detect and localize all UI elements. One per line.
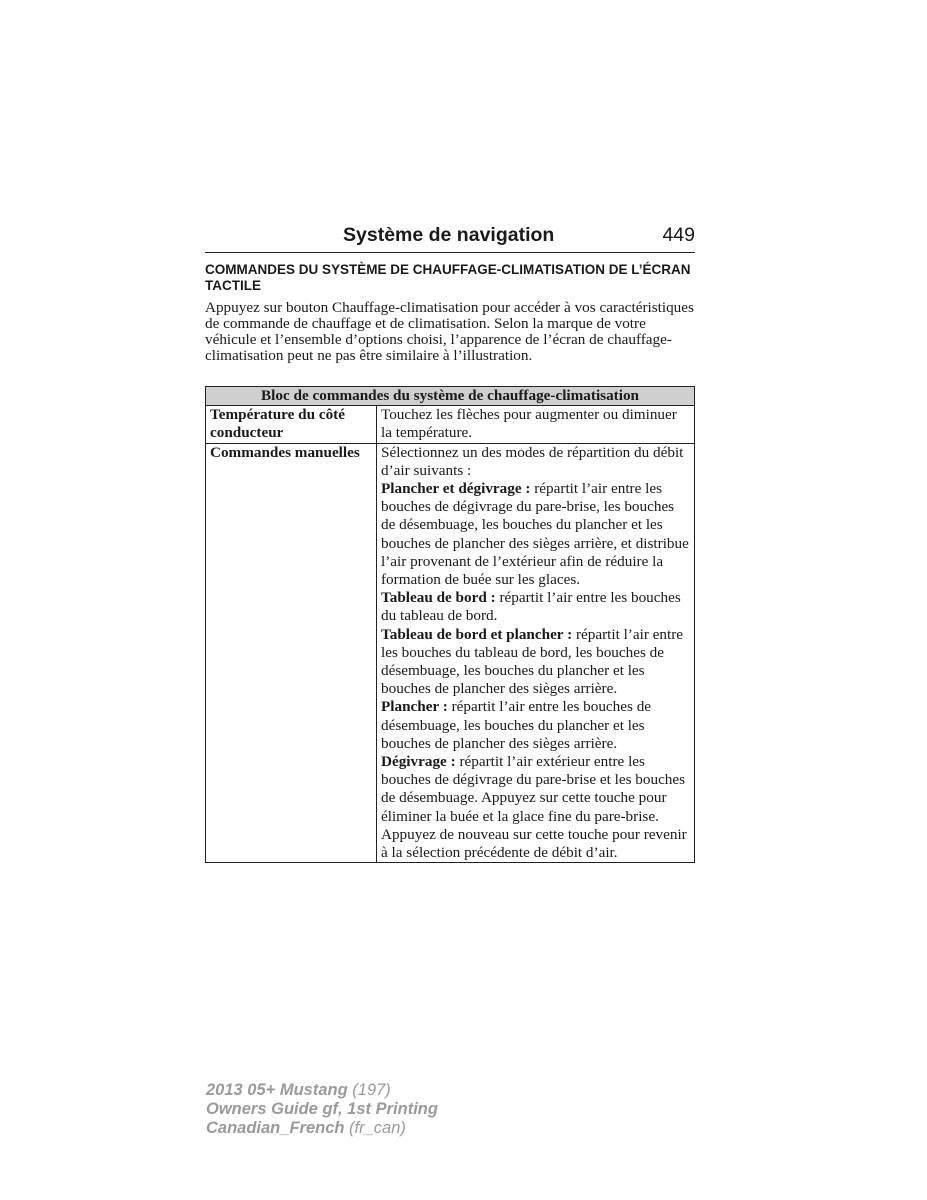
mode-name: Plancher : (381, 698, 448, 716)
page-number: 449 (662, 224, 695, 246)
section-heading: COMMANDES DU SYSTÈME DE CHAUFFAGE-CLIMATISATION DE L’ÉCRAN TACTILE (205, 262, 691, 293)
footer-line (206, 1081, 438, 1100)
mode-name: Tableau de bord et plancher : (381, 625, 573, 643)
row-label-manual-controls: Commandes manuelles (206, 443, 377, 863)
footer-language-code: (fr_can) (344, 1119, 406, 1137)
footer-line (206, 1119, 438, 1138)
mode-entry (381, 480, 690, 589)
table-row (206, 406, 695, 443)
row-label-driver-temperature: Température du côté conducteur (206, 406, 377, 443)
mode-description: répartit l’air entre les bouches de désembuage, les bouches du plancher et les bouches de plancher des sièges arrière. (381, 698, 652, 752)
row-text-driver-temperature: Touchez les flèches pour augmenter ou diminuer la température. (377, 406, 695, 443)
table-header-row (206, 387, 695, 406)
mode-entry (381, 626, 690, 699)
footer-model: 2013 05+ Mustang (206, 1081, 348, 1099)
page-header (205, 222, 695, 253)
mode-entry (381, 753, 690, 862)
climate-control-table (205, 386, 695, 863)
mode-description: répartit l’air entre les bouches du tableau de bord. (381, 589, 681, 625)
page-title: Système de navigation (343, 224, 555, 246)
footer-model-code: (197) (347, 1081, 391, 1099)
row-content-manual-controls (377, 443, 695, 863)
modes-intro: Sélectionnez un des modes de répartition du débit d’air suivants : (381, 443, 684, 479)
mode-name: Tableau de bord : (381, 589, 496, 607)
mode-description: répartit l’air extérieur entre les bouches de dégivrage du pare-brise et les bouches de désembuage. Appuyez sur cette touche pour éliminer la buée et la glace fine du pare-brise. Appuyez de nouveau sur cette touche pour revenir à la sélection précédente de débit d’air. (381, 753, 687, 862)
mode-entry (381, 698, 690, 753)
mode-description: répartit l’air entre les bouches du tableau de bord, les bouches de désembuage, les bouches du plancher et les bouches de plancher des sièges arrière. (381, 625, 684, 698)
table-row (206, 443, 695, 863)
footer-language: Canadian_French (206, 1119, 345, 1137)
print-footer (206, 1081, 438, 1138)
mode-name: Dégivrage : (381, 753, 456, 771)
table-title: Bloc de commandes du système de chauffage-climatisation (206, 387, 695, 406)
mode-entry (381, 589, 690, 625)
mode-description: répartit l’air entre les bouches de dégivrage du pare-brise, les bouches de désembuage, les bouches du plancher et les bouches de plancher des sièges arrière, et distribue l’air provenant de l’extérieur afin de réduire la formation de buée sur les glaces. (381, 480, 689, 589)
mode-name: Plancher et dégivrage : (381, 480, 531, 498)
footer-printing: Owners Guide gf, 1st Printing (206, 1100, 438, 1118)
intro-paragraph: Appuyez sur bouton Chauffage-climatisation pour accéder à vos caractéristiques de commande de chauffage et de climatisation. Selon la marque de votre véhicule et l’ensemble d’options choisi, l’apparence de l’écran de chauffage-climatisation peut ne pas être similaire à l’illustration. (205, 299, 694, 364)
footer-line (206, 1100, 438, 1119)
